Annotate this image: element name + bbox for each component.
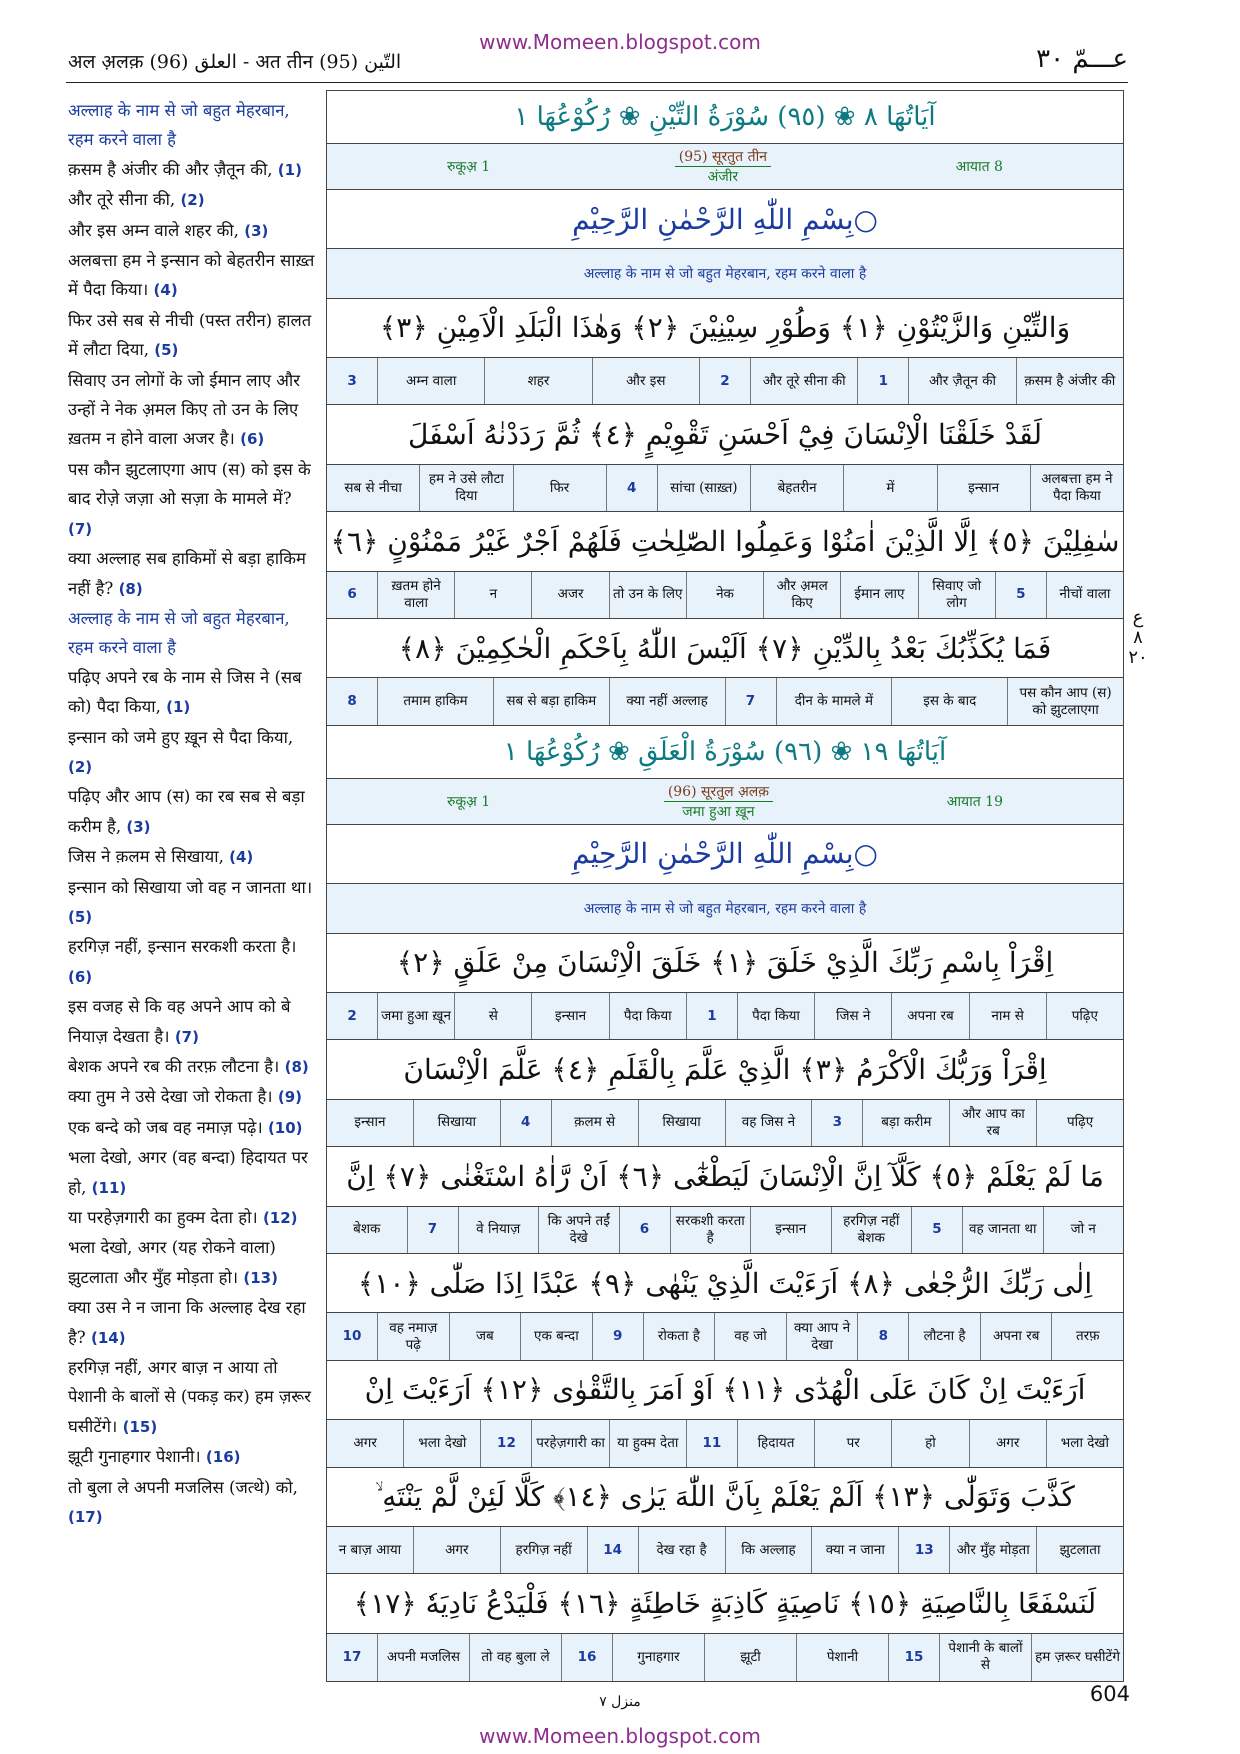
verse-number-cell: 16 bbox=[561, 1634, 612, 1681]
word-meaning-cell: क़सम है अंजीर की bbox=[1016, 358, 1123, 404]
verse-translation: क्या अल्लाह सब हाकिमों से बड़ा हाकिम नहीं है? bbox=[68, 549, 306, 598]
verse-translation: हरगिज़ नहीं, इन्सान सरकशी करता है। bbox=[68, 937, 297, 957]
footer-manzil: منزل ٧ bbox=[599, 1694, 641, 1710]
word-meaning-cell: पर bbox=[814, 1420, 891, 1466]
word-meaning-cell: से bbox=[454, 993, 531, 1039]
word-meaning-cell: दीन के मामले में bbox=[776, 678, 892, 724]
word-meaning-cell: जब bbox=[449, 1313, 521, 1359]
word-meaning-cell: वह जो bbox=[714, 1313, 786, 1359]
verse-number: (6) bbox=[240, 430, 265, 449]
verse-number-cell: 1 bbox=[686, 993, 737, 1039]
ayat-count: आयात 19 bbox=[946, 793, 1003, 810]
word-meaning-cell: हिदायत bbox=[737, 1420, 814, 1466]
verse-number: (16) bbox=[205, 1448, 241, 1467]
verse-translation: क्या तुम ने उसे देखा जो रोकता है। bbox=[68, 1087, 278, 1107]
verse-number: (4) bbox=[153, 281, 178, 300]
verse-translation: तो बुला ले अपनी मजलिस (जत्थे) को, bbox=[68, 1477, 298, 1497]
word-meaning-cell: वह जानता था bbox=[962, 1207, 1043, 1253]
verse-number: (8) bbox=[284, 1058, 309, 1076]
word-meaning-cell: क़लम से bbox=[551, 1100, 638, 1146]
bismillah-translation-row: अल्लाह के नाम से जो बहुत मेहरबान, रहम करने वाला है bbox=[327, 249, 1123, 298]
verse-number: (13) bbox=[243, 1268, 278, 1287]
surah-name bbox=[664, 782, 773, 821]
verse-number-cell: 12 bbox=[480, 1420, 531, 1466]
verse-translation: भला देखो, अगर (वह बन्दा) हिदायत पर हो, bbox=[68, 1148, 308, 1197]
verse-number: (17) bbox=[68, 1508, 103, 1527]
bismillah-translation: अल्लाह के नाम से जो बहुत मेहरबान, रहम करने वाला है bbox=[68, 608, 290, 658]
word-meaning-cell: सिखाया bbox=[413, 1100, 500, 1146]
word-meaning-cell: बेहतरीन bbox=[750, 465, 843, 511]
verse-translation: एक बन्दे को जब वह नमाज़ पढ़े। bbox=[68, 1117, 268, 1137]
arabic-verse-row: اَرَءَيْتَ اِنْ كَانَ عَلَى الْهُدٰٓى ﴿١١﴾ اَوْ اَمَرَ بِالتَّقْوٰى ﴿١٢﴾ اَرَءَيْتَ اِنْ bbox=[327, 1361, 1123, 1420]
word-translation-row bbox=[327, 358, 1123, 405]
verse-number: (14) bbox=[90, 1328, 126, 1347]
word-meaning-cell: और आप का रब bbox=[949, 1100, 1036, 1146]
verse-number-cell: 8 bbox=[347, 693, 357, 710]
word-meaning-cell: पैदा किया bbox=[609, 993, 686, 1039]
word-meaning-cell: तो वह बुला ले bbox=[469, 1634, 561, 1681]
verse-translation: अलबत्ता हम ने इन्सान को बेहतरीन साख़्त में पैदा किया। bbox=[68, 251, 315, 300]
verse-number: (7) bbox=[68, 519, 93, 538]
word-meaning-cell: कि अपने तईं देखे bbox=[538, 1207, 619, 1253]
bismillah-translation: अल्लाह के नाम से जो बहुत मेहरबान, रहम करने वाला है bbox=[68, 101, 290, 150]
word-meaning-cell: इन्सान bbox=[750, 1207, 831, 1253]
verse-number: (3) bbox=[244, 221, 269, 240]
verse-number-cell: 15 bbox=[888, 1634, 939, 1681]
bismillah-translation-row: अल्लाह के नाम से जो बहुत मेहरबान, रहम करने वाला है bbox=[327, 884, 1123, 933]
header-divider bbox=[66, 82, 1128, 83]
word-translation-row bbox=[327, 465, 1123, 512]
ruku-count: रुकूअ़ 1 bbox=[447, 793, 491, 810]
word-meaning-cell: अपना रब bbox=[891, 993, 968, 1039]
verse-number-cell: 6 bbox=[347, 586, 357, 603]
word-meaning-cell: पैदा किया bbox=[737, 993, 814, 1039]
word-meaning-cell: तमाम हाकिम bbox=[377, 678, 493, 724]
header-url[interactable]: www.Momeen.blogspot.com bbox=[479, 30, 761, 54]
word-meaning-cell: अलबत्ता हम ने पैदा किया bbox=[1030, 465, 1123, 511]
ruku-side-mark: ع ٨ ٢٠ bbox=[1128, 607, 1148, 668]
word-meaning-cell: हम ज़रूर घसीटेंगे bbox=[1031, 1634, 1123, 1681]
verse-translation: झूटी गुनाहगार पेशानी। bbox=[68, 1447, 206, 1467]
word-meaning-cell: और ज़ैतून की bbox=[908, 358, 1015, 404]
verse-number: (8) bbox=[118, 579, 143, 598]
word-meaning-cell: बड़ा करीम bbox=[862, 1100, 949, 1146]
arabic-verse-row: فَمَا يُكَذِّبُكَ بَعْدُ بِالدِّيْنِ ﴿٧﴾ اَلَيْسَ اللّٰهُ بِاَحْكَمِ الْحٰكِمِيْنَ ﴿٨﴾ bbox=[327, 619, 1123, 678]
header-left-title: अल अ़लक़ (96) العلق - अत तीन (95) التّين bbox=[68, 51, 402, 73]
word-meaning-cell: न बाज़ आया bbox=[338, 1541, 402, 1558]
surah-name bbox=[675, 147, 771, 186]
word-meaning-cell: इन्सान bbox=[354, 1114, 386, 1131]
verse-translation: इन्सान को जमे हुए ख़ून से पैदा किया, bbox=[68, 727, 294, 747]
verse-number-cell: 7 bbox=[407, 1207, 458, 1253]
word-meaning-cell: कि अल्लाह bbox=[725, 1527, 812, 1573]
word-meaning-cell: ईमान लाए bbox=[840, 572, 917, 618]
word-meaning-cell: भला देखो bbox=[403, 1420, 480, 1466]
verse-number-cell: 5 bbox=[911, 1207, 962, 1253]
word-meaning-cell: इन्सान bbox=[937, 465, 1030, 511]
verse-number-cell: 9 bbox=[592, 1313, 643, 1359]
verse-number-cell: 10 bbox=[342, 1328, 362, 1345]
verse-number: (2) bbox=[180, 191, 205, 210]
word-meaning-cell: अजर bbox=[531, 572, 608, 618]
bismillah-arabic-row: بِسْمِ اللّٰهِ الرَّحْمٰنِ الرَّحِيْمِ○ bbox=[327, 825, 1123, 884]
verse-number: (3) bbox=[126, 817, 151, 836]
word-meaning-cell: और तूरे सीना की bbox=[750, 358, 857, 404]
word-translation-row bbox=[327, 572, 1123, 619]
word-meaning-cell: झुटलाता bbox=[1036, 1527, 1123, 1573]
word-meaning-cell: सिवाए जो लोग bbox=[918, 572, 995, 618]
word-meaning-cell: परहेज़गारी का bbox=[531, 1420, 608, 1466]
verse-number: (4) bbox=[229, 848, 254, 867]
word-translation-row bbox=[327, 1313, 1123, 1360]
word-meaning-cell: ख़तम होने वाला bbox=[377, 572, 454, 618]
arabic-verse-row: لَقَدْ خَلَقْنَا الْاِنْسَانَ فِيْٓ اَحْسَنِ تَقْوِيْمٍ ﴿٤﴾ ثُمَّ رَدَدْنٰهُ اَسْفَلَ bbox=[327, 405, 1123, 464]
hindi-translation-column bbox=[68, 96, 320, 1680]
verse-number-cell: 3 bbox=[811, 1100, 862, 1146]
word-meaning-cell: अपना रब bbox=[980, 1313, 1052, 1359]
word-meaning-cell: वह नमाज़ पढ़े bbox=[377, 1313, 449, 1359]
word-meaning-cell: अम्न वाला bbox=[377, 358, 484, 404]
word-translation-row bbox=[327, 678, 1123, 725]
word-meaning-cell: अगर bbox=[353, 1434, 377, 1451]
word-meaning-cell: जो न bbox=[1043, 1207, 1124, 1253]
verse-translation: या परहेज़गारी का हुक्म देता हो। bbox=[68, 1208, 263, 1228]
word-meaning-cell: पेशानी के बालों से bbox=[939, 1634, 1031, 1681]
verse-translation: सिवाए उन लोगों के जो ईमान लाए और उन्हों ने नेक अ़मल किए तो उन के लिए ख़तम न होने वाला अजर है। bbox=[68, 370, 301, 449]
word-meaning-cell: क्या न जाना bbox=[811, 1527, 898, 1573]
bismillah-arabic-row: بِسْمِ اللّٰهِ الرَّحْمٰنِ الرَّحِيْمِ○ bbox=[327, 190, 1123, 249]
footer-url[interactable]: www.Momeen.blogspot.com bbox=[479, 1724, 761, 1748]
word-meaning-cell: पेशानी bbox=[796, 1634, 888, 1681]
word-meaning-cell: वे नियाज़ bbox=[458, 1207, 539, 1253]
verse-number-cell: 2 bbox=[347, 1007, 357, 1024]
surah-meaning: अंजीर bbox=[707, 169, 739, 186]
word-meaning-cell: फिर bbox=[513, 465, 606, 511]
verse-number: (1) bbox=[277, 160, 302, 179]
verse-translation: पढ़िए अपने रब के नाम से जिस ने (सब को) पैदा किया, bbox=[68, 667, 302, 717]
verse-number-cell: 7 bbox=[725, 678, 776, 724]
verse-number: (5) bbox=[68, 907, 93, 926]
word-meaning-cell: लौटना है bbox=[908, 1313, 980, 1359]
word-meaning-cell: हो bbox=[891, 1420, 968, 1466]
verse-translation: क़सम है अंजीर की और ज़ैतून की, bbox=[68, 159, 278, 179]
verse-translation: हरगिज़ नहीं, अगर बाज़ न आया तो पेशानी के बालों से (पकड़ कर) हम ज़रूर घसीटेंगे। bbox=[68, 1358, 311, 1436]
verse-translation: और इस अम्न वाले शहर की, bbox=[68, 220, 245, 240]
word-meaning-cell: और अ़मल किए bbox=[763, 572, 840, 618]
verse-number: (6) bbox=[68, 967, 93, 986]
surah-meaning: जमा हुआ ख़ून bbox=[682, 803, 755, 820]
word-meaning-cell: इस के बाद bbox=[891, 678, 1007, 724]
word-meaning-cell: सब से बड़ा हाकिम bbox=[493, 678, 609, 724]
word-meaning-cell: हरगिज़ नहीं bbox=[500, 1527, 587, 1573]
word-meaning-cell: तरफ़ bbox=[1051, 1313, 1123, 1359]
word-meaning-cell: हरगिज़ नहीं बेशक bbox=[831, 1207, 912, 1253]
verse-translation: बेशक अपने रब की तरफ़ लौटना है। bbox=[68, 1057, 285, 1076]
word-meaning-cell: पढ़िए bbox=[1046, 993, 1123, 1039]
word-meaning-cell: गुनाहगार bbox=[612, 1634, 704, 1681]
verse-number-cell: 2 bbox=[699, 358, 750, 404]
word-meaning-cell: अपनी मजलिस bbox=[377, 1634, 469, 1681]
verse-number-cell: 1 bbox=[857, 358, 908, 404]
verse-translation: पढ़िए और आप (स) का रब सब से बड़ा करीम है, bbox=[68, 787, 305, 836]
word-meaning-cell: झूटी bbox=[704, 1634, 796, 1681]
word-translation-row bbox=[327, 1527, 1123, 1574]
arabic-verse-row: وَالتِّيْنِ وَالزَّيْتُوْنِ ﴿١﴾ وَطُوْرِ سِيْنِيْنَ ﴿٢﴾ وَهٰذَا الْبَلَدِ الْاَمِيْنِ ﴿٣﴾ bbox=[327, 299, 1123, 358]
word-translation-row bbox=[327, 1207, 1123, 1254]
verse-number-cell: 8 bbox=[857, 1313, 908, 1359]
verse-number-cell: 13 bbox=[898, 1527, 949, 1573]
word-meaning-cell: न bbox=[454, 572, 531, 618]
word-meaning-cell: अगर bbox=[413, 1527, 500, 1573]
word-meaning-cell: शहर bbox=[484, 358, 591, 404]
arabic-verse-row: سٰفِلِيْنَ ﴿٥﴾ اِلَّا الَّذِيْنَ اٰمَنُوْا وَعَمِلُوا الصّٰلِحٰتِ فَلَهُمْ اَجْرٌ غَيْرُ مَمْنُوْنٍ ﴿٦﴾ bbox=[327, 512, 1123, 571]
word-meaning-cell: भला देखो bbox=[1046, 1420, 1123, 1466]
verse-translation: भला देखो, अगर (यह रोकने वाला) झुटलाता और मुँह मोड़ता हो। bbox=[68, 1238, 276, 1287]
word-translation-row bbox=[327, 1420, 1123, 1467]
surah-title-row: آيَاتُهَا ١٩ ❀ (٩٦) سُوْرَةُ الْعَلَقِ ❀ رُكُوْعُهَا ١ bbox=[327, 726, 1123, 779]
word-meaning-cell: हम ने उसे लौटा दिया bbox=[419, 465, 512, 511]
verse-number: (10) bbox=[267, 1118, 303, 1137]
arabic-verse-row: مَا لَمْ يَعْلَمْ ﴿٥﴾ كَلَّآ اِنَّ الْاِنْسَانَ لَيَطْغٰٓى ﴿٦﴾ اَنْ رَّاٰهُ اسْتَغْنٰى ﴿٧﴾ اِنَّ bbox=[327, 1147, 1123, 1206]
verse-number-cell: 5 bbox=[995, 572, 1046, 618]
header-right-title: عـــمّ ٣٠ bbox=[1036, 44, 1128, 74]
verse-number-cell: 11 bbox=[686, 1420, 737, 1466]
word-meaning-cell: अगर bbox=[969, 1420, 1046, 1466]
verse-translation: फिर उसे सब से नीची (पस्त तरीन) हालत में लौटा दिया, bbox=[68, 310, 312, 360]
word-meaning-cell: सब से नीचा bbox=[344, 479, 402, 496]
verse-number-cell: 6 bbox=[619, 1207, 670, 1253]
surah-info-row bbox=[327, 779, 1123, 824]
verse-number: (12) bbox=[262, 1209, 298, 1228]
word-translation-row bbox=[327, 993, 1123, 1040]
word-meaning-cell: में bbox=[843, 465, 936, 511]
word-meaning-cell: नीचों वाला bbox=[1046, 572, 1123, 618]
word-meaning-cell: जमा हुआ ख़ून bbox=[377, 993, 454, 1039]
page-number: 604 bbox=[1089, 1682, 1130, 1706]
ayat-count: आयात 8 bbox=[955, 159, 1003, 176]
word-meaning-cell: सरकशी करता है bbox=[670, 1207, 751, 1253]
verse-translation: और तूरे सीना की, bbox=[68, 190, 181, 210]
word-meaning-cell: जिस ने bbox=[814, 993, 891, 1039]
verse-number: (7) bbox=[174, 1027, 199, 1046]
quran-word-table bbox=[326, 90, 1124, 1682]
word-translation-row bbox=[327, 1634, 1123, 1681]
word-meaning-cell: तो उन के लिए bbox=[609, 572, 686, 618]
word-meaning-cell: क्या नहीं अल्लाह bbox=[609, 678, 725, 724]
verse-number: (9) bbox=[277, 1088, 303, 1107]
word-meaning-cell: वह जिस ने bbox=[725, 1100, 812, 1146]
word-meaning-cell: सांचा (साख़्त) bbox=[657, 465, 750, 511]
word-meaning-cell: नाम से bbox=[969, 993, 1046, 1039]
surah-name-hindi: (96) सूरतुल अ़लक़ bbox=[664, 782, 773, 802]
surah-title-row: آيَاتُهَا ٨ ❀ (٩٥) سُوْرَةُ التِّيْنِ ❀ رُكُوْعُهَا ١ bbox=[327, 91, 1123, 144]
verse-number: (11) bbox=[91, 1178, 127, 1197]
word-meaning-cell: पस कौन आप (स) को झुटलाएगा bbox=[1007, 678, 1123, 724]
arabic-verse-row: كَذَّبَ وَتَوَلّٰى ﴿١٣﴾ اَلَمْ يَعْلَمْ بِاَنَّ اللّٰهَ يَرٰى ﴿١٤﴾ كَلَّا لَئِنْ لَّمْ يَنْتَهِ ۙ bbox=[327, 1468, 1123, 1527]
verse-number-cell: 4 bbox=[606, 465, 657, 511]
verse-translation: इस वजह से कि वह अपने आप को बे नियाज़ देखता है। bbox=[68, 997, 291, 1046]
surah-name-hindi: (95) सूरतुत तीन bbox=[675, 147, 771, 167]
word-meaning-cell: रोकता है bbox=[643, 1313, 715, 1359]
verse-translation: इन्सान को सिखाया जो वह न जानता था। bbox=[68, 877, 313, 897]
word-meaning-cell: सिखाया bbox=[638, 1100, 725, 1146]
word-meaning-cell: या हुक्म देता bbox=[609, 1420, 686, 1466]
verse-translation: जिस ने क़लम से सिखाया, bbox=[68, 847, 230, 867]
verse-number: (5) bbox=[154, 341, 179, 360]
word-meaning-cell: पढ़िए bbox=[1036, 1100, 1123, 1146]
verse-number-cell: 14 bbox=[587, 1527, 638, 1573]
word-translation-row bbox=[327, 1100, 1123, 1147]
verse-number: (15) bbox=[122, 1417, 158, 1436]
surah-info-row bbox=[327, 144, 1123, 189]
word-meaning-cell: और इस bbox=[592, 358, 699, 404]
verse-translation: पस कौन झुटलाएगा आप (स) को इस के बाद रोज़े जज़ा ओ सज़ा के मामले में? bbox=[68, 459, 311, 509]
verse-translation: क्या उस ने न जाना कि अल्लाह देख रहा है? bbox=[68, 1298, 306, 1347]
word-meaning-cell: नेक bbox=[686, 572, 763, 618]
arabic-verse-row: اِقْرَاْ وَرَبُّكَ الْاَكْرَمُ ﴿٣﴾ الَّذِيْ عَلَّمَ بِالْقَلَمِ ﴿٤﴾ عَلَّمَ الْاِنْسَانَ bbox=[327, 1040, 1123, 1099]
word-meaning-cell: बेशक bbox=[353, 1221, 381, 1238]
word-meaning-cell: इन्सान bbox=[531, 993, 608, 1039]
arabic-verse-row: اِلٰى رَبِّكَ الرُّجْعٰى ﴿٨﴾ اَرَءَيْتَ الَّذِيْ يَنْهٰى ﴿٩﴾ عَبْدًا اِذَا صَلّٰى ﴿١٠﴾ bbox=[327, 1254, 1123, 1313]
arabic-verse-row: لَنَسْفَعًا بِالنَّاصِيَةِ ﴿١٥﴾ نَاصِيَةٍ كَاذِبَةٍ خَاطِئَةٍ ﴿١٦﴾ فَلْيَدْعُ نَادِيَهٗ ﴿١٧﴾ bbox=[327, 1574, 1123, 1633]
word-meaning-cell: और मुँह मोड़ता bbox=[949, 1527, 1036, 1573]
verse-number-cell: 3 bbox=[347, 372, 357, 389]
verse-number-cell: 17 bbox=[342, 1648, 362, 1665]
verse-number: (2) bbox=[68, 757, 93, 776]
verse-number-cell: 4 bbox=[500, 1100, 551, 1146]
arabic-verse-row: اِقْرَاْ بِاسْمِ رَبِّكَ الَّذِيْ خَلَقَ ﴿١﴾ خَلَقَ الْاِنْسَانَ مِنْ عَلَقٍ ﴿٢﴾ bbox=[327, 934, 1123, 993]
word-meaning-cell: देख रहा है bbox=[638, 1527, 725, 1573]
ruku-count: रुकूअ़ 1 bbox=[447, 159, 491, 176]
verse-number: (1) bbox=[166, 698, 191, 717]
word-meaning-cell: एक बन्दा bbox=[520, 1313, 592, 1359]
word-meaning-cell: क्या आप ने देखा bbox=[786, 1313, 858, 1359]
